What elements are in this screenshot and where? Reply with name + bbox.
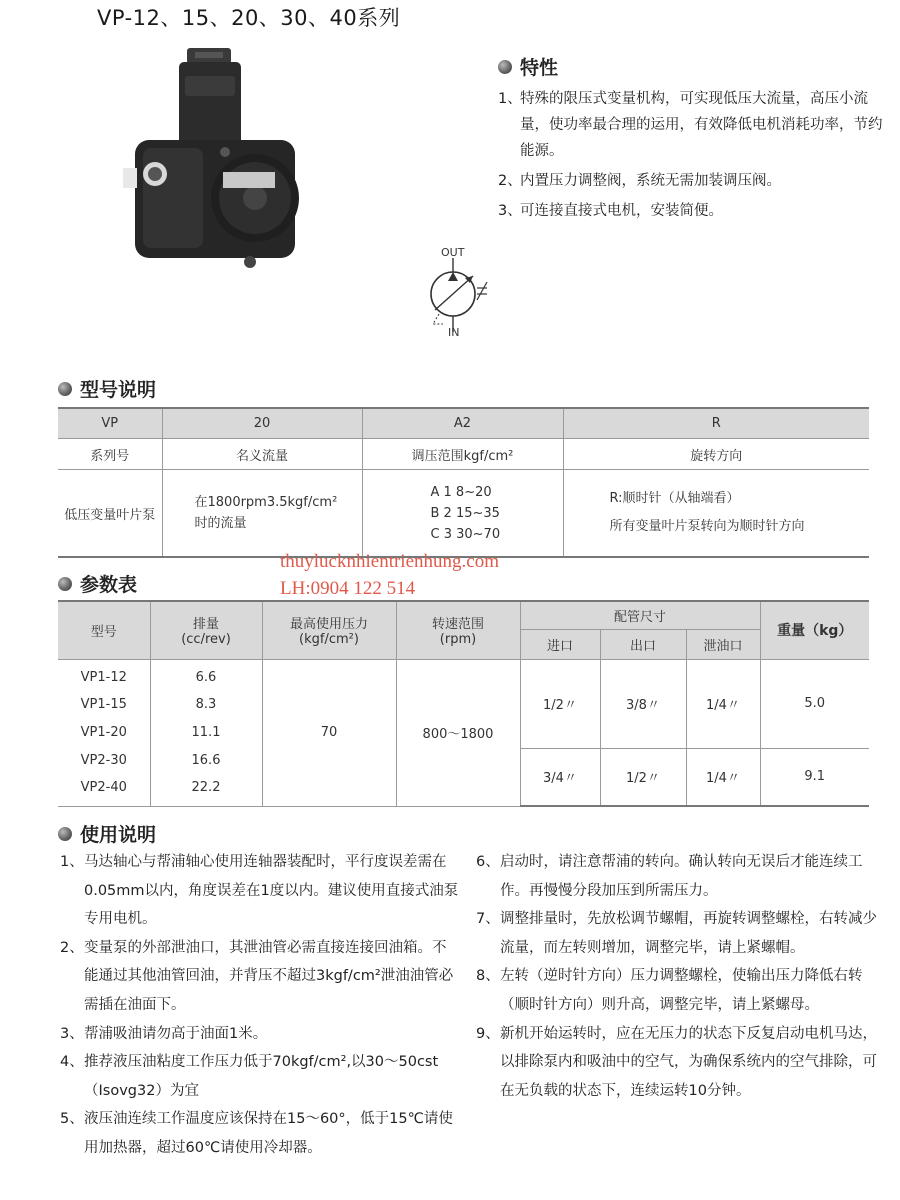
usage-item bbox=[60, 934, 460, 1020]
hydraulic-symbol bbox=[415, 246, 495, 342]
usage-text: 马达轴心与帮浦轴心使用连轴器装配时，平行度误差需在0.05mm以内，角度误差在1度以内。建议使用直接式油泵专用电机。 bbox=[84, 854, 459, 928]
model-table bbox=[58, 407, 869, 558]
model-series-desc: 低压变量叶片泵 bbox=[58, 470, 162, 558]
col-pipe-size: 配管尺寸 bbox=[520, 601, 760, 629]
col-pressure-label: 最高使用压力 bbox=[289, 617, 368, 633]
features-heading-text: 特性 bbox=[520, 57, 559, 79]
col-displacement-unit: (cc/rev) bbox=[181, 632, 231, 648]
model-cell: VP1-15 bbox=[80, 697, 127, 713]
col-model: 型号 bbox=[58, 601, 150, 659]
usage-num: 1、 bbox=[60, 854, 84, 870]
drain-cell: 1/4〃 bbox=[686, 659, 760, 748]
features-list bbox=[498, 86, 888, 224]
weight-cell: 9.1 bbox=[760, 748, 869, 806]
displacement-cell: 22.2 bbox=[191, 780, 221, 796]
usage-item bbox=[60, 848, 460, 934]
model-pressure-desc bbox=[362, 470, 563, 558]
model-cell: VP1-20 bbox=[80, 724, 127, 740]
usage-text: 左转（逆时针方向）压力调整螺栓，使输出压力降低右转（顺时针方向）则升高，调整完毕，请上紧螺母。 bbox=[500, 968, 863, 1013]
usage-text: 调整排量时，先放松调节螺帽，再旋转调整螺栓，右转减少流量，而左转则增加，调整完毕，请上紧螺帽。 bbox=[500, 911, 877, 956]
usage-num: 8、 bbox=[476, 968, 500, 985]
displacement-cell: 8.3 bbox=[195, 697, 217, 713]
usage-text: 推荐液压油粘度工作压力低于70kgf/cm²,以30～50cst（Isovg32）为宜 bbox=[84, 1054, 439, 1099]
usage-item bbox=[60, 1020, 460, 1049]
feature-num: 1、 bbox=[498, 91, 522, 107]
model-rotation-line: 所有变量叶片泵转向为顺时针方向 bbox=[609, 519, 805, 534]
watermark-site: thuylucknhientrienhung.com bbox=[280, 551, 499, 572]
model-flow-line: 在1800rpm3.5kgf/cm² bbox=[194, 495, 338, 510]
usage-item bbox=[476, 1020, 880, 1106]
model-cell: VP2-30 bbox=[80, 752, 127, 768]
feature-item bbox=[498, 86, 888, 164]
usage-item bbox=[476, 848, 880, 905]
model-rotation-line: R:顺时针（从轴端看） bbox=[609, 491, 740, 506]
model-sub-rotation: 旋转方向 bbox=[563, 439, 869, 470]
usage-num: 6、 bbox=[476, 854, 500, 870]
model-cell: VP1-12 bbox=[80, 669, 127, 685]
usage-num: 3、 bbox=[60, 1025, 84, 1042]
model-heading bbox=[58, 375, 156, 402]
model-list-cell bbox=[58, 659, 150, 806]
bullet-icon bbox=[498, 60, 512, 74]
model-sub-series: 系列号 bbox=[58, 439, 162, 470]
params-heading bbox=[58, 570, 137, 597]
inlet-cell: 1/2〃 bbox=[520, 659, 600, 748]
page-title: VP-12、15、20、30、40系列 bbox=[97, 6, 401, 30]
usage-heading-text: 使用说明 bbox=[80, 824, 157, 846]
table-row bbox=[58, 659, 869, 748]
model-pressure-line: C 3 30~70 bbox=[430, 526, 501, 542]
feature-item bbox=[498, 198, 888, 224]
usage-item bbox=[60, 1105, 460, 1162]
feature-text: 可连接直接式电机，安装简便。 bbox=[520, 203, 723, 219]
table-row bbox=[58, 439, 869, 470]
feature-item bbox=[498, 168, 888, 194]
model-sub-pressure: 调压范围kgf/cm² bbox=[362, 439, 563, 470]
col-pressure bbox=[262, 601, 396, 659]
bullet-icon bbox=[58, 382, 72, 396]
model-code-pressure: A2 bbox=[362, 408, 563, 439]
usage-item bbox=[60, 1048, 460, 1105]
displacement-cell: 16.6 bbox=[191, 752, 221, 768]
outlet-cell: 1/2〃 bbox=[600, 748, 686, 806]
max-pressure-cell: 70 bbox=[262, 659, 396, 806]
model-code-series: VP bbox=[58, 408, 162, 439]
col-drain: 泄油口 bbox=[686, 629, 760, 659]
watermark-phone: LH:0904 122 514 bbox=[280, 578, 416, 599]
model-rotation-desc bbox=[563, 470, 869, 558]
displacement-list-cell bbox=[150, 659, 262, 806]
displacement-cell: 11.1 bbox=[191, 724, 221, 740]
displacement-cell: 6.6 bbox=[195, 669, 217, 685]
model-cell: VP2-40 bbox=[80, 780, 127, 796]
col-displacement bbox=[150, 601, 262, 659]
variable-pump-symbol-icon bbox=[415, 258, 495, 332]
drain-cell: 1/4〃 bbox=[686, 748, 760, 806]
vane-pump-photo bbox=[115, 48, 315, 280]
outlet-cell: 3/8〃 bbox=[600, 659, 686, 748]
usage-text: 帮浦吸油请勿高于油面1米。 bbox=[84, 1025, 268, 1042]
col-weight: 重量（kg） bbox=[760, 601, 869, 659]
usage-item bbox=[476, 962, 880, 1019]
col-displacement-label: 排量 bbox=[192, 617, 219, 633]
col-pressure-unit: (kgf/cm²) bbox=[299, 632, 359, 648]
params-table bbox=[58, 600, 869, 807]
usage-num: 5、 bbox=[60, 1111, 84, 1128]
col-speed-unit: (rpm) bbox=[439, 632, 477, 648]
feature-num: 2、 bbox=[498, 173, 522, 189]
model-flow-line: 时的流量 bbox=[194, 516, 247, 531]
usage-text: 液压油连续工作温度应该保持在15～60°，低于15℃请使用加热器，超过60℃请使用冷却器。 bbox=[84, 1111, 453, 1156]
feature-num: 3、 bbox=[498, 203, 522, 219]
features-heading bbox=[498, 53, 558, 80]
model-flow-desc bbox=[162, 470, 362, 558]
col-outlet: 出口 bbox=[600, 629, 686, 659]
feature-text: 内置压力调整阀，系统无需加装调压阀。 bbox=[520, 173, 781, 189]
usage-item bbox=[476, 905, 880, 962]
feature-text: 特殊的限压式变量机构，可实现低压大流量，高压小流量，使功率最合理的运用，有效降低电机消耗功率，节约能源。 bbox=[520, 91, 883, 159]
usage-text: 变量泵的外部泄油口，其泄油管必需直接连接回油箱。不能通过其他油管回油，并背压不超过3kgf/cm²泄油油管必需插在油面下。 bbox=[84, 939, 454, 1013]
usage-num: 9、 bbox=[476, 1025, 500, 1042]
usage-num: 4、 bbox=[60, 1054, 84, 1071]
usage-heading bbox=[58, 820, 156, 847]
table-row bbox=[58, 408, 869, 439]
bullet-icon bbox=[58, 577, 72, 591]
model-pressure-line: B 2 15~35 bbox=[430, 505, 500, 521]
bullet-icon bbox=[58, 827, 72, 841]
speed-range-cell: 800～1800 bbox=[396, 659, 520, 806]
usage-num: 7、 bbox=[476, 911, 500, 928]
usage-text: 新机开始运转时，应在无压力的状态下反复启动电机马达，以排除泵内和吸油中的空气，为确保系统内的空气排除，可在无负载的状态下，连续运转10分钟。 bbox=[500, 1025, 877, 1099]
table-row bbox=[58, 470, 869, 558]
out-label: OUT bbox=[441, 246, 465, 259]
inlet-cell: 3/4〃 bbox=[520, 748, 600, 806]
usage-left-list bbox=[60, 848, 460, 1163]
model-code-flow: 20 bbox=[162, 408, 362, 439]
col-speed bbox=[396, 601, 520, 659]
params-heading-text: 参数表 bbox=[80, 574, 138, 596]
usage-num: 2、 bbox=[60, 939, 84, 956]
usage-text: 启动时，请注意帮浦的转向。确认转向无误后才能连续工作。再慢慢分段加压到所需压力。 bbox=[500, 854, 863, 899]
table-row bbox=[58, 601, 869, 629]
model-heading-text: 型号说明 bbox=[80, 379, 157, 401]
col-inlet: 进口 bbox=[520, 629, 600, 659]
model-pressure-line: A 1 8~20 bbox=[430, 484, 492, 500]
col-speed-label: 转速范围 bbox=[431, 617, 484, 633]
model-code-rotation: R bbox=[563, 408, 869, 439]
usage-right-list bbox=[476, 848, 880, 1105]
in-label: IN bbox=[448, 326, 460, 339]
model-sub-flow: 名义流量 bbox=[162, 439, 362, 470]
weight-cell: 5.0 bbox=[760, 659, 869, 748]
